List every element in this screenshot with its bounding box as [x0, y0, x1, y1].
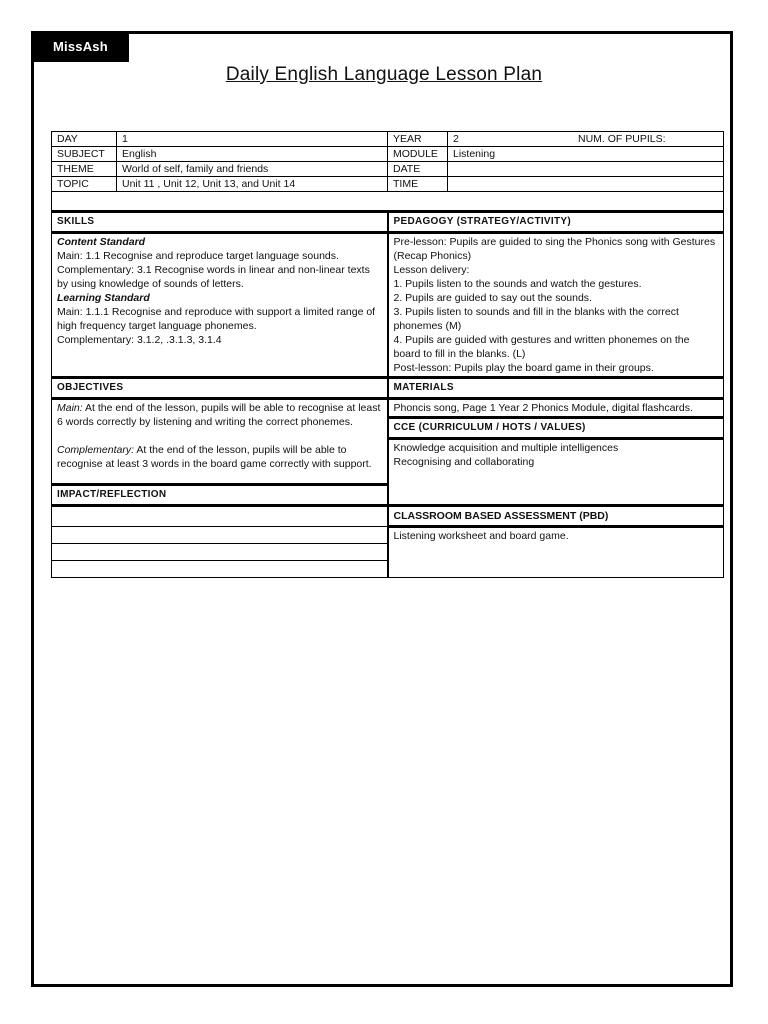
learning-complementary: Complementary: 3.1.2, .3.1.3, 3.1.4	[57, 334, 222, 346]
materials-content: Phoncis song, Page 1 Year 2 Phonics Module, digital flashcards.	[388, 399, 724, 418]
day-label: DAY	[52, 132, 117, 147]
subject-value: English	[117, 147, 388, 162]
info-table	[51, 131, 724, 210]
day-value: 1	[117, 132, 388, 147]
assessment-heading: CLASSROOM BASED ASSESSMENT (PBD)	[388, 506, 724, 527]
learning-standard-heading: Learning Standard	[57, 292, 150, 304]
content-standard-heading: Content Standard	[57, 236, 146, 248]
page-title: Daily English Language Lesson Plan	[225, 64, 543, 85]
module-value: Listening	[448, 147, 724, 162]
cce-line-2: Recognising and collaborating	[393, 456, 535, 468]
impact-row-1	[52, 506, 388, 527]
impact-row-3	[52, 544, 388, 561]
objectives-content	[52, 399, 388, 485]
objective-main-text: At the end of the lesson, pupils will be able to recognise at least 6 words correctly by listening and writing the correct phonemes.	[57, 402, 381, 428]
content-complementary: Complementary: 3.1 Recognise words in linear and non-linear texts by using knowledge of sounds of letters.	[57, 264, 370, 290]
cce-line-1: Knowledge acquisition and multiple intelligences	[393, 442, 619, 454]
time-label: TIME	[388, 177, 448, 192]
time-value	[448, 177, 724, 192]
year-label: YEAR	[388, 132, 448, 147]
step-4: 4. Pupils are guided with gestures and written phonemes on the board to fill in the blanks. (L)	[393, 334, 690, 360]
objective-main-label: Main:	[57, 402, 83, 414]
objective-gap	[57, 429, 382, 443]
cce-content	[388, 439, 724, 506]
step-1: 1. Pupils listen to the sounds and watch the gestures.	[393, 278, 642, 290]
impact-row-2	[52, 527, 388, 544]
step-3: 3. Pupils listen to sounds and fill in the blanks with the correct phonemes (M)	[393, 306, 679, 332]
pre-lesson: Pre-lesson: Pupils are guided to sing the Phonics song with Gestures (Recap Phonics)	[393, 236, 716, 262]
objective-main	[57, 401, 382, 429]
objectives-heading: OBJECTIVES	[52, 378, 388, 399]
learning-main: Main: 1.1.1 Recognise and reproduce with support a limited range of high frequency target language phonemes.	[57, 306, 376, 332]
brand-tag: MissAsh	[31, 31, 129, 62]
objective-comp-text: At the end of the lesson, pupils will be able to recognise at least 3 words in the board game correctly with support.	[57, 444, 372, 470]
date-value	[448, 162, 724, 177]
objective-complementary	[57, 443, 382, 471]
post-lesson: Post-lesson: Pupils play the board game in their groups.	[393, 362, 654, 374]
year-pupils-cell	[448, 132, 724, 147]
impact-row-4	[52, 561, 388, 578]
step-2: 2. Pupils are guided to say out the sounds.	[393, 292, 592, 304]
materials-heading: MATERIALS	[388, 378, 724, 399]
module-label: MODULE	[388, 147, 448, 162]
plan-table	[51, 210, 724, 578]
topic-value: Unit 11 , Unit 12, Unit 13, and Unit 14	[117, 177, 388, 192]
spacer-row	[52, 192, 724, 211]
skills-heading: SKILLS	[52, 212, 388, 233]
lesson-plan-sheet	[51, 131, 724, 578]
delivery-label: Lesson delivery:	[393, 264, 470, 276]
cce-heading: CCE (CURRICULUM / HOTS / VALUES)	[388, 418, 724, 439]
subject-label: SUBJECT	[52, 147, 117, 162]
theme-value: World of self, family and friends	[117, 162, 388, 177]
theme-label: THEME	[52, 162, 117, 177]
topic-label: TOPIC	[52, 177, 117, 192]
skills-content	[52, 233, 388, 378]
assessment-content: Listening worksheet and board game.	[388, 527, 724, 578]
pedagogy-heading: PEDAGOGY (STRATEGY/ACTIVITY)	[388, 212, 724, 233]
pupils-label: NUM. OF PUPILS:	[578, 133, 666, 145]
impact-heading: IMPACT/REFLECTION	[52, 485, 388, 506]
content-main: Main: 1.1 Recognise and reproduce target language sounds.	[57, 250, 339, 262]
year-value: 2	[453, 133, 459, 145]
pedagogy-content	[388, 233, 724, 378]
date-label: DATE	[388, 162, 448, 177]
objective-comp-label: Complementary:	[57, 444, 135, 456]
